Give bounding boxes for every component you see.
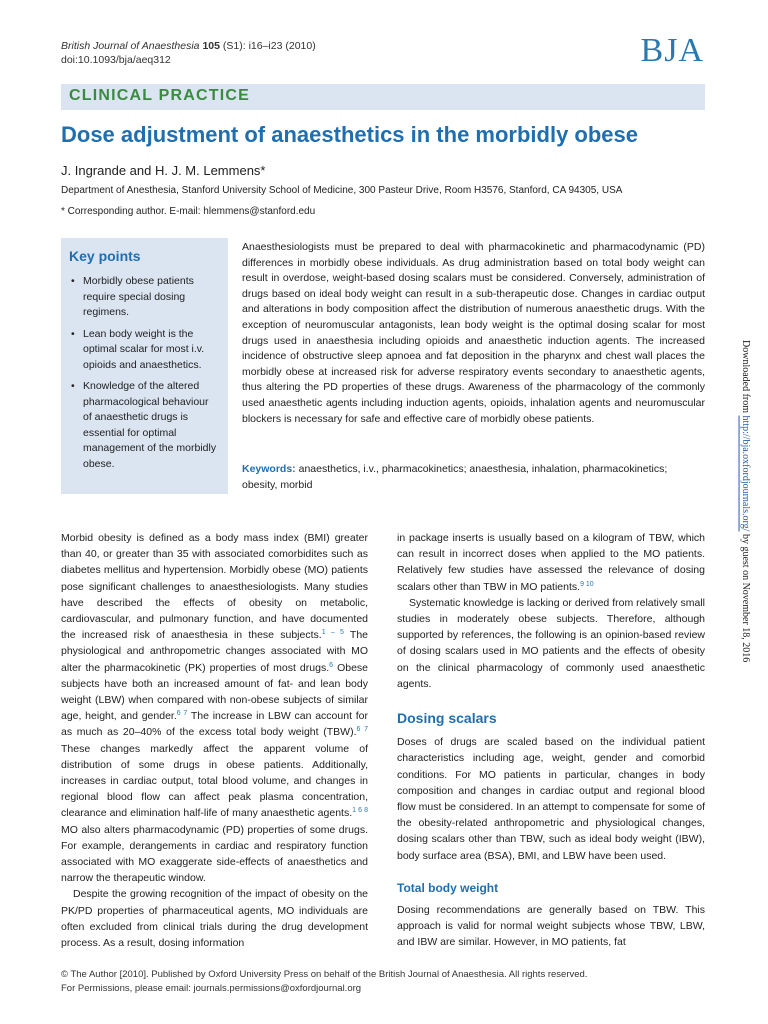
download-watermark: Downloaded from http://bja.oxfordjournals.org/ by guest on November 18, 2016: [740, 340, 751, 663]
body-column-left: [61, 530, 368, 951]
journal-citation: [61, 39, 316, 67]
article-authors: J. Ingrande and H. J. M. Lemmens*: [61, 163, 266, 178]
key-points-heading: Key points: [69, 248, 141, 264]
copyright-footer: [61, 968, 587, 996]
key-point-item: • Morbidly obese patients require special dosing regimens.: [71, 275, 194, 318]
copyright-line: © The Author [2010]. Published by Oxford University Press on behalf of the British Journal of Anaesthesia. All rights reserved.: [61, 969, 588, 980]
key-points-list: [69, 274, 218, 472]
keywords: [242, 462, 705, 493]
section-banner: [61, 84, 705, 110]
body-paragraph: in package inserts is usually based on a kilogram of TBW, which can result in incorrect doses when applied to the MO patients. Relatively few studies have assessed the relevance of dosing scalars other than TBW in MO patients.$^{9 10}$: [397, 532, 705, 593]
key-points-box: [61, 238, 228, 494]
key-point-item: • Lean body weight is the optimal scalar for most i.v. opioids and anaesthetics.: [71, 327, 205, 371]
citation-ref[interactable]: 1 6 8: [352, 807, 368, 815]
bullet-icon: •: [71, 380, 75, 392]
journal-volume: 105: [202, 40, 220, 52]
corresponding-author: * Corresponding author. E-mail: hlemmens@stanford.edu: [61, 206, 316, 217]
bullet-icon: •: [71, 327, 75, 340]
download-link[interactable]: http://bja.oxfordjournals.org/: [740, 415, 751, 532]
permissions-line: For Permissions, please email: journals.permissions@oxfordjournal.org: [61, 983, 362, 994]
body-paragraph: Dosing recommendations are generally based on TBW. This approach is valid for normal weight subjects whose TBW, LBW, and IBW are similar. However, in MO patients, fat: [397, 904, 705, 949]
citation-ref[interactable]: 6 7: [176, 710, 188, 718]
citation-ref[interactable]: 9 10: [580, 580, 594, 588]
journal-logo: BJA: [640, 32, 704, 69]
journal-name: British Journal of Anaesthesia: [61, 40, 200, 52]
body-column-right: [397, 530, 705, 951]
keywords-label: Keywords:: [242, 463, 296, 475]
author-affiliation: Department of Anesthesia, Stanford University School of Medicine, 300 Pasteur Drive, Room H3576, Stanford, CA 94305, USA: [61, 185, 623, 196]
citation-ref[interactable]: 1 – 5: [321, 629, 344, 637]
abstract: Anaesthesiologists must be prepared to deal with pharmacokinetic and pharmacodynamic (PD) differences in morbidly obese individuals. As drug administration based on total body weight can result in overdose, weight-based dosing scalars must be considered. Conversely, administration of drugs based on ideal body weight can result in a sub-therapeutic dose. Changes in cardiac output and alterations in body composition affect the distribution of numerous anaesthetic drugs. With the exception of neuromuscular antagonists, lean body weight is the optimal dosing scalar for most drugs used in anaesthesia including opioids and anaesthetic induction agents. The increased incidence of obstructive sleep apnoea and fat deposition in the pharynx and chest wall places the morbidly obese at increased risk for adverse respiratory events secondary to anaesthetic agents, thus altering the PD properties of these drugs. Awareness of the pharmacology of the commonly used anaesthetic agents including induction agents, opioids, inhalation agents and neuromuscular blockers is necessary for safe and effective care of morbidly obese patients.: [242, 241, 705, 425]
body-paragraph: Despite the growing recognition of the impact of obesity on the PK/PD properties of pharmaceutical agents, MO individuals are often excluded from clinical trials during the drug development process. As a result, dosing information: [61, 888, 368, 950]
body-paragraph: Systematic knowledge is lacking or derived from relatively small studies in moderately obese subjects. Therefore, although supported by references, the following is an opinion-based review of dosing scalars used in MO patients and the effects of obesity on the clinical pharmacology of commonly used anaesthetic agents.: [397, 596, 705, 690]
keywords-text: anaesthetics, i.v., pharmacokinetics; anaesthesia, inhalation, pharmacokinetics; obesity, morbid: [242, 463, 668, 491]
section-heading-dosing-scalars: Dosing scalars: [397, 710, 497, 727]
bullet-icon: •: [71, 275, 75, 287]
citation-ref[interactable]: 6: [329, 661, 334, 669]
journal-issue-pages: (S1): i16–i23 (2010): [219, 40, 316, 52]
article-title: Dose adjustment of anaesthetics in the morbidly obese: [61, 122, 639, 147]
doi[interactable]: doi:10.1093/bja/aeq312: [61, 54, 171, 66]
citation-ref[interactable]: 6 7: [356, 726, 368, 734]
section-label: CLINICAL PRACTICE: [69, 87, 250, 104]
body-paragraph: Morbid obesity is defined as a body mass index (BMI) greater than 40, or greater than 35 with associated comorbidites such as diabetes mellitus and hypertension. Morbidly obese (MO) patients pose significant challenges to anaesthesiologists. Many studies have described the effects of obesity on metabolic, cardiovascular, and pulmonary function, and have documented the increased risk of anaesthesia in these subjects.$^{1 - 5}$ The physiological and anthropometric changes associated with MO alter the pharmacokinetic (PK) properties of most drugs.$^6$ Obese subjects have both an increased amount of fat- and lean body weight (LBW) when compared with non-obese subjects of similar age, height, and gender.$^{6 7}$ The increase in LBW can account for as much as 20–40% of the excess total body weight (TBW).$^{6 7}$ These changes markedly affect the apparent volume of distribution of some drugs in obese patients. Additionally, increases in cardiac output, total blood volume, and changes in regional blood flow can affect peak plasma concentration, clearance and elimination half-life of many anaesthetic agents.$^{1 6 8}$ MO also alters pharmacodynamic (PD) properties of some drugs. For example, derangements in cardiac and respiratory function associated with MO exaggerate side-effects of anaesthetics and narrow the therapeutic window.: [61, 532, 369, 885]
subsection-heading-total-body-weight: Total body weight: [397, 880, 499, 895]
body-paragraph: Doses of drugs are scaled based on the individual patient characteristics including age, weight, gender and comorbid conditions. For MO patients in particular, changes in body composition and changes in cardiac output and regional blood flow must be considered. In an attempt to compensate for some of the obesity-related anthropometric and physiological changes, dosing scalars other than TBW, such as ideal body weight (IBW), body surface area (BSA), BMI, and LBW have been used.: [397, 736, 705, 862]
key-point-item: • Knowledge of the altered pharmacological behaviour of anaesthetic drugs is essential for optimal management of the morbidly obese.: [71, 380, 217, 470]
